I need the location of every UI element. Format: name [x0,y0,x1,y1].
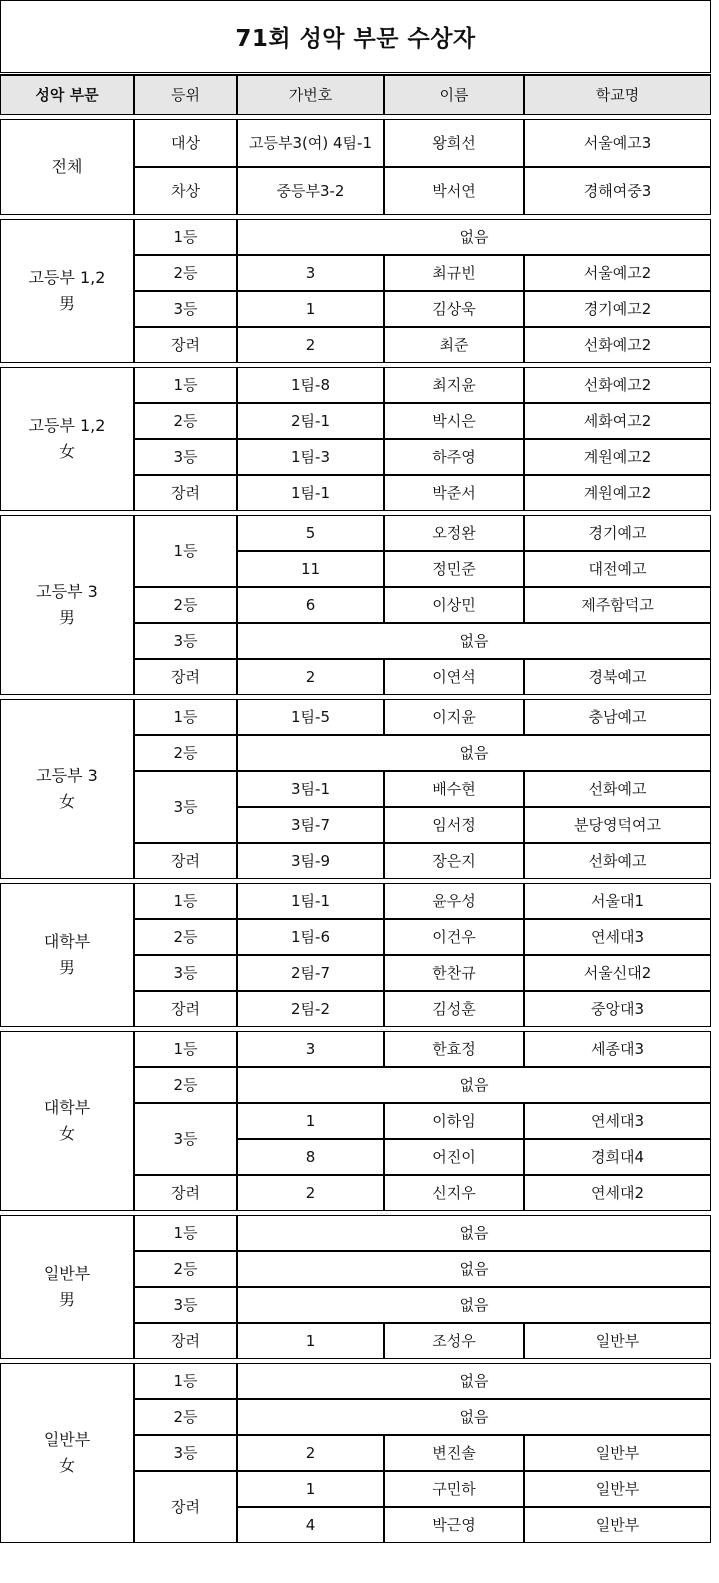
name-cell: 정민준 [384,551,524,587]
rank-cell: 3등 [134,1435,237,1471]
number-cell: 1팀-8 [237,367,384,403]
rank-cell: 장려 [134,475,237,511]
rank-cell: 장려 [134,1471,237,1543]
rank-cell: 장려 [134,327,237,363]
table-header-row [0,75,711,115]
name-cell: 이건우 [384,919,524,955]
name-cell: 박시은 [384,403,524,439]
header-name: 이름 [384,75,524,115]
school-cell: 연세대3 [524,1103,711,1139]
rank-cell: 장려 [134,991,237,1027]
table-row [0,515,711,551]
no-winner-cell: 없음 [237,1251,711,1287]
category-cell: 대학부 女 [0,1031,134,1211]
number-cell: 2 [237,327,384,363]
number-cell: 1 [237,291,384,327]
table-row [0,1363,711,1399]
rank-cell: 1등 [134,883,237,919]
school-cell: 경해여중3 [524,167,711,215]
table-row [0,367,711,403]
number-cell: 4 [237,1507,384,1543]
category-cell: 대학부 男 [0,883,134,1027]
no-winner-cell: 없음 [237,735,711,771]
rank-cell: 2등 [134,1067,237,1103]
table-row [0,1031,711,1067]
school-cell: 선화예고 [524,771,711,807]
school-cell: 일반부 [524,1323,711,1359]
school-cell: 경북예고 [524,659,711,695]
header-category: 성악 부문 [0,75,134,115]
rank-cell: 3등 [134,291,237,327]
rank-cell: 1등 [134,367,237,403]
school-cell: 일반부 [524,1507,711,1543]
category-cell: 고등부 3 男 [0,515,134,695]
rank-cell: 2등 [134,919,237,955]
school-cell: 일반부 [524,1471,711,1507]
name-cell: 오정완 [384,515,524,551]
name-cell: 최규빈 [384,255,524,291]
rank-cell: 1등 [134,219,237,255]
no-winner-cell: 없음 [237,1215,711,1251]
category-cell: 고등부 3 女 [0,699,134,879]
number-cell: 8 [237,1139,384,1175]
name-cell: 최준 [384,327,524,363]
no-winner-cell: 없음 [237,1287,711,1323]
header-number: 가번호 [237,75,384,115]
rank-cell: 장려 [134,1323,237,1359]
rank-cell: 3등 [134,771,237,843]
name-cell: 최지윤 [384,367,524,403]
table-row [0,883,711,919]
school-cell: 서울예고2 [524,255,711,291]
name-cell: 이연석 [384,659,524,695]
number-cell: 1팀-5 [237,699,384,735]
category-cell: 전체 [0,119,134,215]
number-cell: 5 [237,515,384,551]
name-cell: 김성훈 [384,991,524,1027]
rank-cell: 1등 [134,1363,237,1399]
school-cell: 세화여고2 [524,403,711,439]
school-cell: 제주함덕고 [524,587,711,623]
rank-cell: 3등 [134,955,237,991]
school-cell: 경희대4 [524,1139,711,1175]
rank-cell: 1등 [134,1031,237,1067]
no-winner-cell: 없음 [237,1363,711,1399]
school-cell: 서울대1 [524,883,711,919]
rank-cell: 3등 [134,1103,237,1175]
rank-cell: 2등 [134,1251,237,1287]
number-cell: 2팀-2 [237,991,384,1027]
name-cell: 한효정 [384,1031,524,1067]
school-cell: 선화예고2 [524,367,711,403]
name-cell: 신지우 [384,1175,524,1211]
name-cell: 배수현 [384,771,524,807]
name-cell: 조성우 [384,1323,524,1359]
name-cell: 이하임 [384,1103,524,1139]
name-cell: 이지윤 [384,699,524,735]
number-cell: 1팀-6 [237,919,384,955]
number-cell: 1 [237,1323,384,1359]
school-cell: 대전예고 [524,551,711,587]
rank-cell: 장려 [134,843,237,879]
name-cell: 박서연 [384,167,524,215]
no-winner-cell: 없음 [237,219,711,255]
page-title: 71회 성악 부문 수상자 [0,0,711,72]
number-cell: 3팀-9 [237,843,384,879]
category-cell: 일반부 女 [0,1363,134,1543]
school-cell: 서울예고3 [524,119,711,167]
rank-cell: 1등 [134,699,237,735]
rank-cell: 1등 [134,515,237,587]
number-cell: 1팀-1 [237,883,384,919]
number-cell: 2팀-7 [237,955,384,991]
number-cell: 1 [237,1471,384,1507]
number-cell: 2팀-1 [237,403,384,439]
name-cell: 변진솔 [384,1435,524,1471]
rank-cell: 3등 [134,1287,237,1323]
school-cell: 경기예고2 [524,291,711,327]
table-row [0,219,711,255]
number-cell: 6 [237,587,384,623]
awards-table-body [0,75,711,1543]
number-cell: 3팀-7 [237,807,384,843]
rank-cell: 대상 [134,119,237,167]
no-winner-cell: 없음 [237,623,711,659]
school-cell: 선화예고2 [524,327,711,363]
name-cell: 왕희선 [384,119,524,167]
school-cell: 연세대2 [524,1175,711,1211]
rank-cell: 2등 [134,735,237,771]
name-cell: 구민하 [384,1471,524,1507]
table-row [0,119,711,167]
table-row [0,1215,711,1251]
header-rank: 등위 [134,75,237,115]
name-cell: 어진이 [384,1139,524,1175]
school-cell: 세종대3 [524,1031,711,1067]
school-cell: 일반부 [524,1435,711,1471]
name-cell: 하주영 [384,439,524,475]
category-cell: 고등부 1,2 女 [0,367,134,511]
name-cell: 이상민 [384,587,524,623]
school-cell: 충남예고 [524,699,711,735]
number-cell: 1 [237,1103,384,1139]
rank-cell: 3등 [134,439,237,475]
number-cell: 고등부3(여) 4팀-1 [237,119,384,167]
number-cell: 중등부3-2 [237,167,384,215]
rank-cell: 차상 [134,167,237,215]
school-cell: 경기예고 [524,515,711,551]
number-cell: 1팀-1 [237,475,384,511]
school-cell: 분당영덕여고 [524,807,711,843]
school-cell: 선화예고 [524,843,711,879]
number-cell: 2 [237,1435,384,1471]
school-cell: 중앙대3 [524,991,711,1027]
school-cell: 계원예고2 [524,439,711,475]
number-cell: 3 [237,255,384,291]
rank-cell: 2등 [134,255,237,291]
number-cell: 11 [237,551,384,587]
awards-table [0,72,711,1543]
rank-cell: 2등 [134,587,237,623]
school-cell: 계원예고2 [524,475,711,511]
number-cell: 3 [237,1031,384,1067]
no-winner-cell: 없음 [237,1067,711,1103]
table-row [0,699,711,735]
rank-cell: 1등 [134,1215,237,1251]
header-school: 학교명 [524,75,711,115]
name-cell: 장은지 [384,843,524,879]
category-cell: 고등부 1,2 男 [0,219,134,363]
rank-cell: 장려 [134,659,237,695]
school-cell: 서울신대2 [524,955,711,991]
name-cell: 박준서 [384,475,524,511]
name-cell: 김상욱 [384,291,524,327]
number-cell: 2 [237,659,384,695]
name-cell: 임서정 [384,807,524,843]
rank-cell: 2등 [134,1399,237,1435]
number-cell: 1팀-3 [237,439,384,475]
category-cell: 일반부 男 [0,1215,134,1359]
rank-cell: 2등 [134,403,237,439]
number-cell: 3팀-1 [237,771,384,807]
rank-cell: 3등 [134,623,237,659]
name-cell: 한찬규 [384,955,524,991]
no-winner-cell: 없음 [237,1399,711,1435]
rank-cell: 장려 [134,1175,237,1211]
name-cell: 윤우성 [384,883,524,919]
name-cell: 박근영 [384,1507,524,1543]
number-cell: 2 [237,1175,384,1211]
school-cell: 연세대3 [524,919,711,955]
